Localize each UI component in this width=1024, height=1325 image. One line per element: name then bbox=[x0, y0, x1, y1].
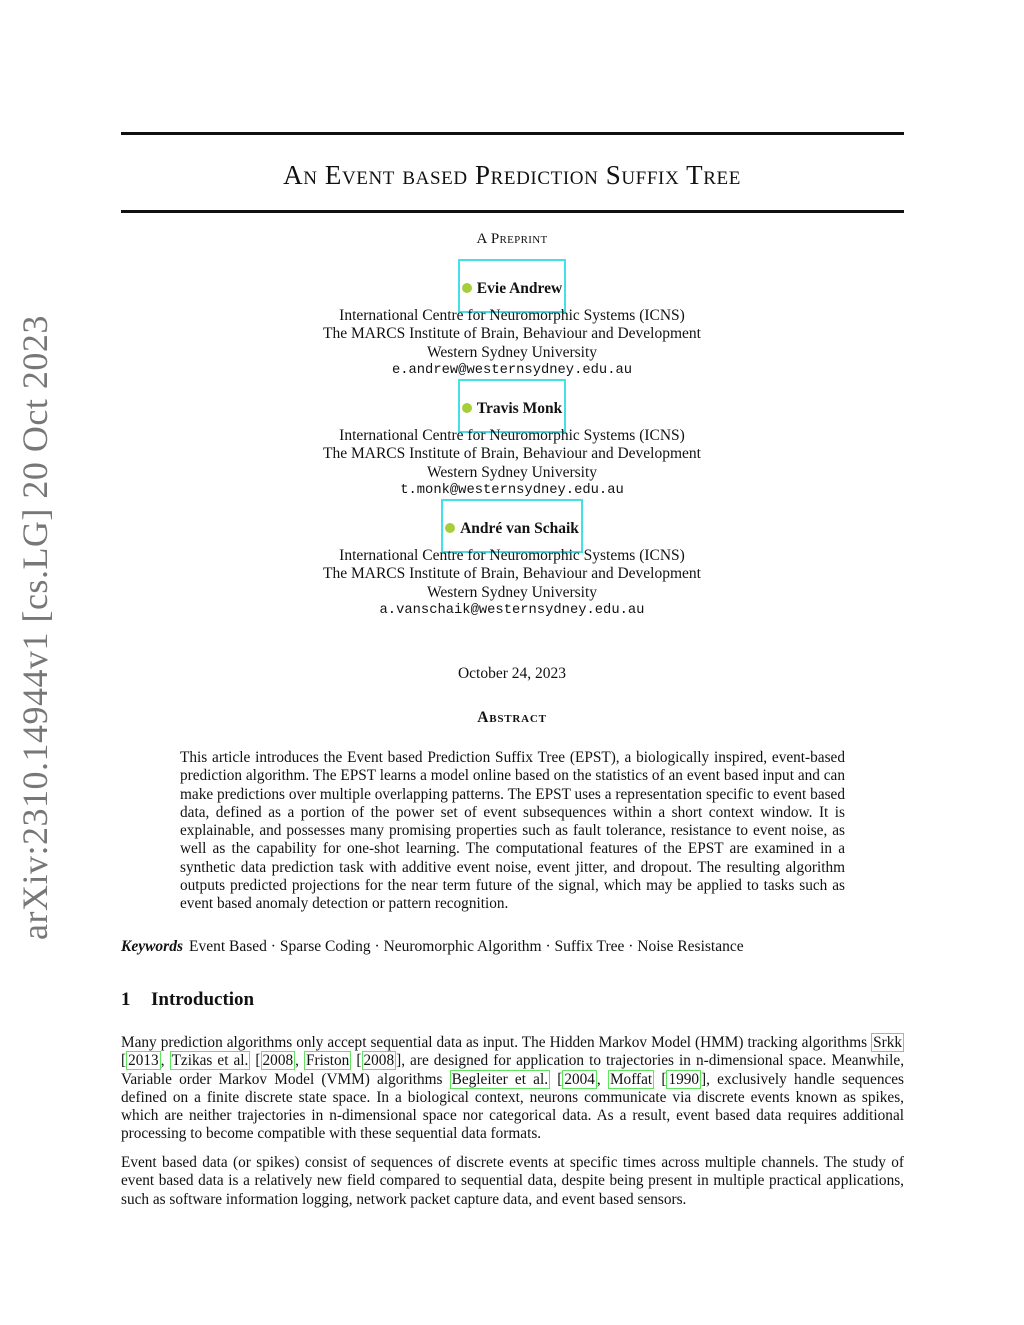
citation-year-link[interactable]: 2008 bbox=[262, 1052, 294, 1070]
author-block bbox=[0, 280, 1024, 380]
author-name-link[interactable]: André van Schaik bbox=[441, 499, 583, 553]
orcid-icon[interactable] bbox=[462, 403, 472, 413]
author-affiliation: International Centre for Neuromorphic Systems (ICNS) bbox=[339, 307, 685, 324]
orcid-icon[interactable] bbox=[445, 523, 455, 533]
author-affiliation: The MARCS Institute of Brain, Behaviour and Development bbox=[323, 565, 701, 583]
author-email: e.andrew@westernsydney.edu.au bbox=[391, 362, 633, 378]
author-name-link[interactable]: Travis Monk bbox=[458, 379, 566, 433]
section-heading bbox=[121, 989, 254, 1011]
author-name-link[interactable]: Evie Andrew bbox=[458, 259, 566, 313]
citation-link[interactable]: Srkk bbox=[873, 1034, 902, 1051]
citation-link[interactable]: Friston bbox=[305, 1052, 350, 1070]
author-affiliation: Western Sydney University bbox=[426, 463, 598, 481]
citation-year-link[interactable]: 2004 bbox=[564, 1070, 595, 1088]
abstract-heading: Abstract bbox=[477, 709, 547, 726]
citation-link[interactable]: Moffat bbox=[609, 1070, 653, 1088]
section-number: 1 bbox=[121, 989, 131, 1010]
citation-link[interactable]: Begleiter et al. bbox=[451, 1070, 549, 1088]
author-affiliation: Western Sydney University bbox=[426, 583, 598, 601]
citation-link[interactable]: Tzikas et al. bbox=[171, 1052, 249, 1070]
author-block bbox=[0, 520, 1024, 620]
paper-title: An Event based Prediction Suffix Tree bbox=[283, 160, 741, 190]
body-paragraph: Event based data (or spikes) consist of sequences of discrete events at specific times across multiple channels. The study of event based data is a relatively new field compared to sequential data, despite being present in multiple practical applications, such as software information logging, network packet capture data, and event based sensors. bbox=[121, 1154, 904, 1208]
author-email: t.monk@westernsydney.edu.au bbox=[400, 482, 624, 498]
section-title: Introduction bbox=[151, 989, 255, 1010]
citation-year-link[interactable]: 1990 bbox=[668, 1070, 700, 1088]
citation-year-link[interactable]: 2013 bbox=[128, 1052, 159, 1070]
citation-year-link[interactable]: 2008 bbox=[363, 1052, 395, 1070]
author-affiliation: The MARCS Institute of Brain, Behaviour and Development bbox=[323, 325, 701, 343]
preprint-label: A Preprint bbox=[476, 231, 548, 247]
author-affiliation: International Centre for Neuromorphic Systems (ICNS) bbox=[339, 427, 685, 444]
author-affiliation: Western Sydney University bbox=[426, 343, 598, 361]
publication-date: October 24, 2023 bbox=[457, 665, 567, 682]
arxiv-side-stamp: arXiv:2310.14944v1 [cs.LG] 20 Oct 2023 bbox=[15, 315, 55, 940]
author-affiliation: The MARCS Institute of Brain, Behaviour and Development bbox=[323, 445, 701, 463]
keywords-list: Event Based · Sparse Coding · Neuromorphic Algorithm · Suffix Tree · Noise Resistance bbox=[189, 938, 744, 955]
author-affiliation: International Centre for Neuromorphic Systems (ICNS) bbox=[339, 547, 685, 564]
keywords-line bbox=[121, 938, 744, 956]
title-bottom-rule bbox=[121, 210, 904, 213]
author-email: a.vanschaik@westernsydney.edu.au bbox=[379, 602, 645, 618]
body-paragraph: Many prediction algorithms only accept sequential data as input. The Hidden Markov Model (HMM) tracking algorithms Srkk [ 2013 , Tzikas et al. [ 2008 , Friston [ 2008 ], are designed for application to trajectories in n-dimensional space. Meanwhile, Variable order Markov Model (VMM) algorithms Begleiter et al. [ 2004 , Moffat [ 1990 ], exclusively handle sequences defined on a finite discrete state space. In a biological context, neurons communicate via discrete events known as spikes, which are neither trajectories in n-dimensional space nor categorical data. As a result, event based data requires additional processing to become compatible with these sequential data formats. bbox=[121, 1034, 905, 1143]
abstract-text: This article introduces the Event based Prediction Suffix Tree (EPST), a biologically inspired, event-based prediction algorithm. The EPST learns a model online based on the statistics of an event based input and can make predictions over multiple overlapping patterns. The EPST uses a representation specific to event based data, defined as a portion of the power set of event subsequences within a short context window. It is explainable, and possesses many promising properties such as fault tolerance, resistance to event noise, as well as the capability for one-shot learning. The computational features of the EPST are examined in a synthetic data prediction task with additive event noise, event jitter, and dropout. The resulting algorithm outputs predicted projections for the near term future of the signal, which may be applied to tasks such as event based anomaly detection or pattern recognition. bbox=[180, 749, 845, 913]
keywords-label: Keywords bbox=[121, 938, 183, 955]
author-block bbox=[0, 400, 1024, 500]
orcid-icon[interactable] bbox=[462, 283, 472, 293]
title-top-rule bbox=[121, 132, 904, 135]
